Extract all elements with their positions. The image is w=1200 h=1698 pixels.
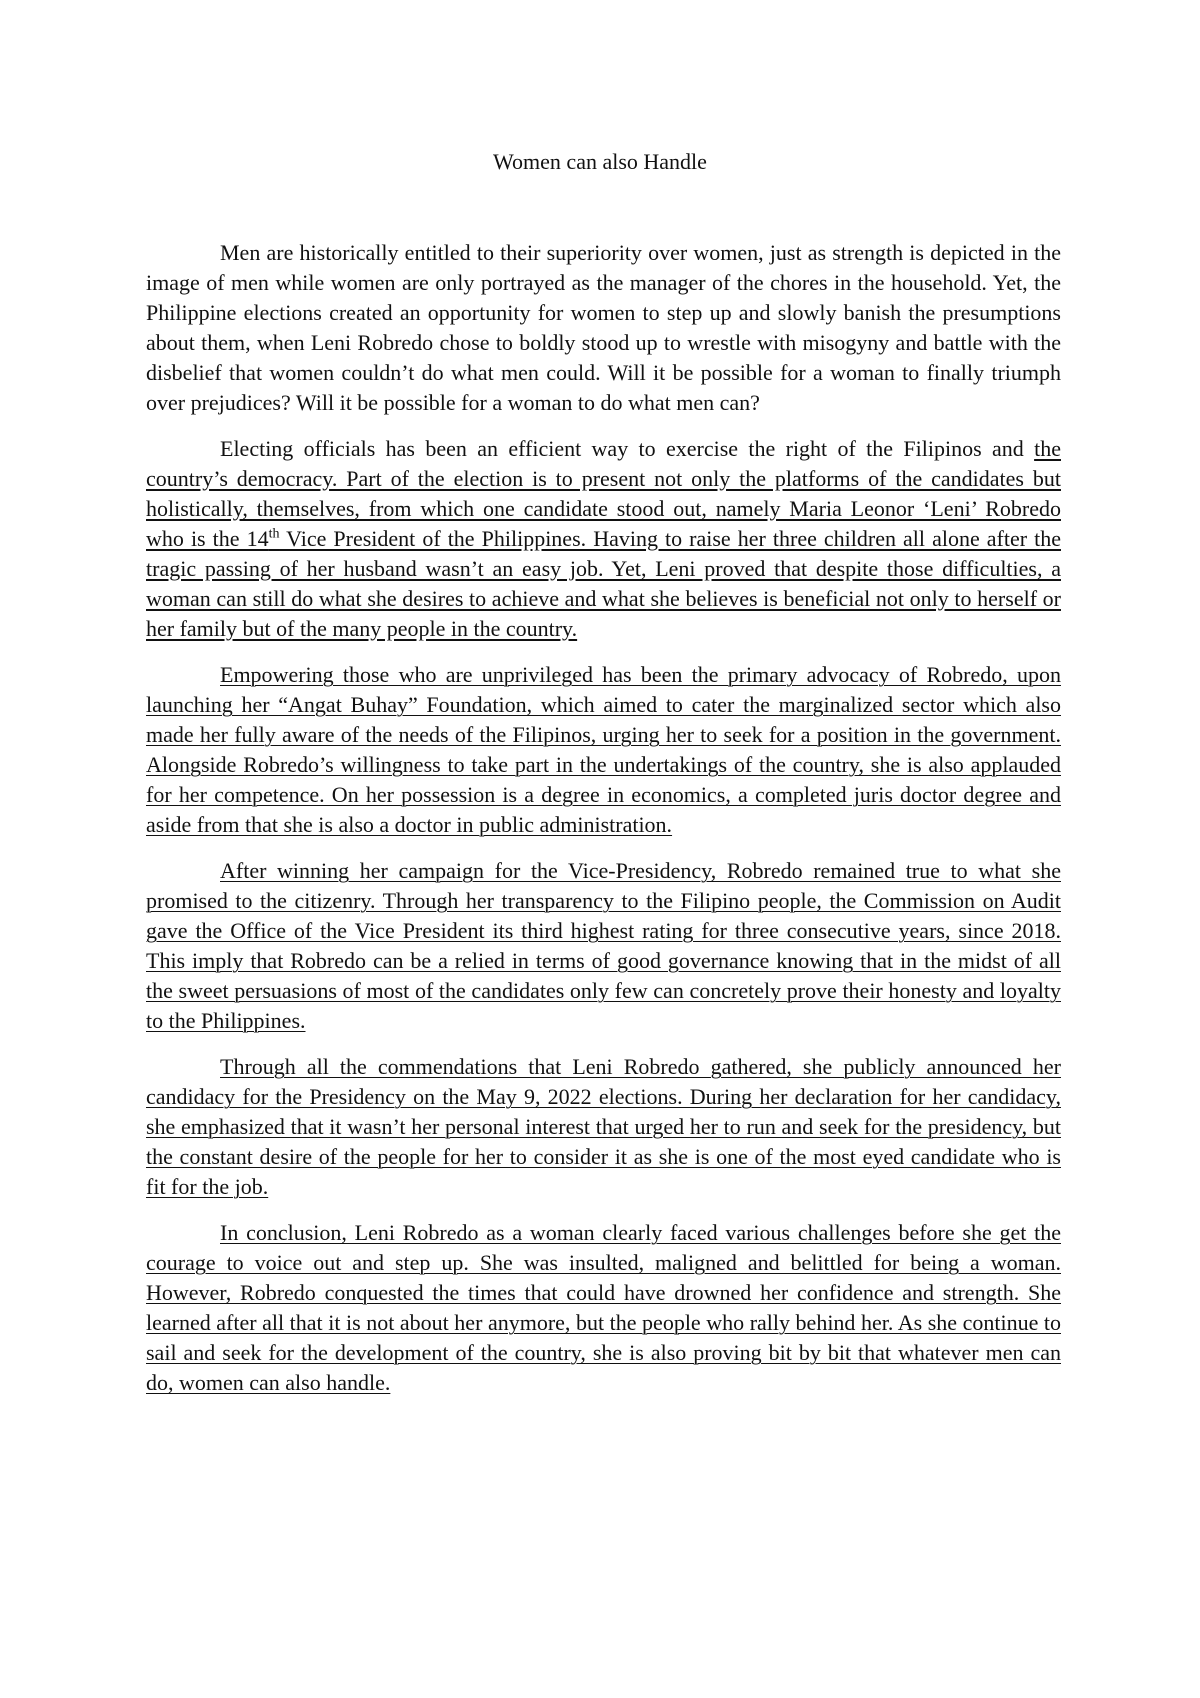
paragraph-vice-presidency: After winning her campaign for the Vice-Presidency, Robredo remained true to what she promised to the citizenry. Through her transparency to the Filipino people, the Commission on Audit gave the Office of the Vice President its third highest rating for three consecutive years, since 2018. This imply that Robredo can be a relied in terms of good governance knowing that in the midst of all the sweet persuasions of most of the candidates only few can concretely prove their honesty and loyalty to the Philippines. [146,858,1061,1033]
document-title: Women can also Handle [493,149,707,174]
paragraph-intro: Men are historically entitled to their superiority over women, just as strength is depicted in the image of men while women are only portrayed as the manager of the chores in the household. Yet, the Philippine elections created an opportunity for women to step up and slowly banish the presumptions about them, when Leni Robredo chose to boldly stood up to wrestle with misogyny and battle with the disbelief that women couldn’t do what men could. Will it be possible for a woman to finally triumph over prejudices? Will it be possible for a woman to do what men can? [146,240,1061,415]
paragraph-candidacy: Through all the commendations that Leni Robredo gathered, she publicly announced her candidacy for the Presidency on the May 9, 2022 elections. During her declaration for her candidacy, she emphasized that it wasn’t her personal interest that urged her to run and seek for the presidency, but the constant desire of the people for her to consider it as she is one of the most eyed candidate who is fit for the job. [146,1054,1061,1199]
text-after-superscript: Vice President of the Philippines. Having to raise her three children all alone after the tragic passing of her husband wasn’t an easy job. Yet, Leni proved that despite those difficulties, a woman can still do what she desires to achieve and what she believes is beneficial not only to herself or her family but of the many people in the country. [146,526,1061,641]
text-before-superscript: the country’s democracy. Part of the election is to present not only the platforms of the candidates but holistically, themselves, from which one candidate stood out, namely Maria Leonor ‘Leni’ Robredo who is the 14 [146,436,1061,551]
paragraph-first-line: Electing officials has been an efficient way to exercise the right of the Filipinos and [220,436,1024,461]
superscript-ordinal: th [268,526,280,542]
document-body [146,238,1061,1414]
paragraph-electing-officials [146,434,1061,644]
underlined-text [146,436,1061,641]
paragraph-conclusion: In conclusion, Leni Robredo as a woman clearly faced various challenges before she get the courage to voice out and step up. She was insulted, maligned and belittled for being a woman. However, Robredo conquested the times that could have drowned her confidence and strength. She learned after all that it is not about her anymore, but the people who rally behind her. As she continue to sail and seek for the development of the country, she is also proving bit by bit that whatever men can do, women can also handle. [146,1220,1061,1395]
paragraph-empowering: Empowering those who are unprivileged has been the primary advocacy of Robredo, upon launching her “Angat Buhay” Foundation, which aimed to cater the marginalized sector which also made her fully aware of the needs of the Filipinos, urging her to seek for a position in the government. Alongside Robredo’s willingness to take part in the undertakings of the country, she is also applauded for her competence. On her possession is a degree in economics, a completed juris doctor degree and aside from that she is also a doctor in public administration. [146,662,1061,837]
